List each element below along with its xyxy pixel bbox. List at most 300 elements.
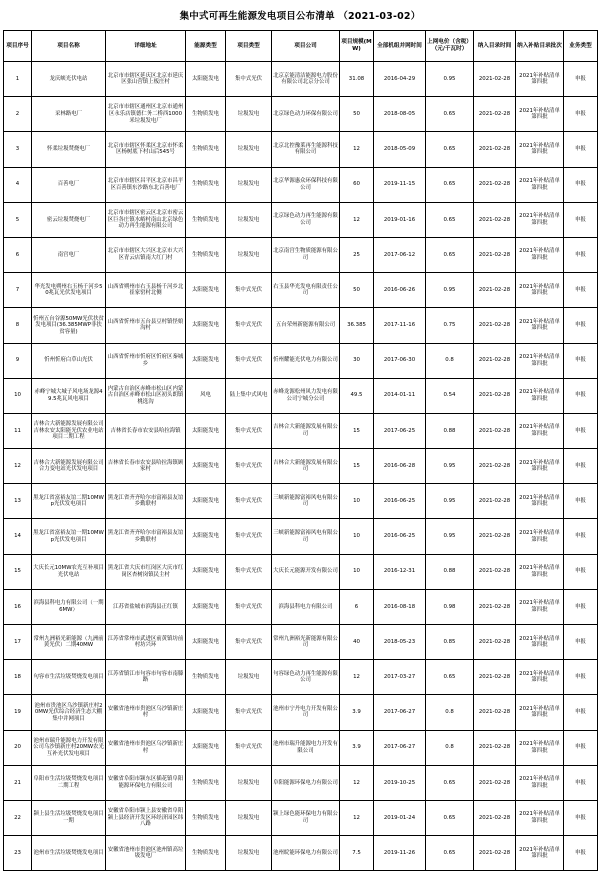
cell-project-name: 龙庆峡光伏电站 — [32, 62, 106, 97]
cell-index: 17 — [4, 625, 32, 660]
cell-energy-type: 生物质发电 — [186, 202, 226, 237]
cell-catalog-date: 2021-02-28 — [474, 625, 516, 660]
cell-capacity: 40 — [340, 625, 374, 660]
cell-business-type: 申报 — [564, 343, 598, 378]
table-row — [4, 202, 598, 237]
cell-index: 13 — [4, 484, 32, 519]
cell-energy-type: 太阳能发电 — [186, 625, 226, 660]
cell-catalog-date: 2021-02-28 — [474, 554, 516, 589]
cell-energy-type: 生物质发电 — [186, 132, 226, 167]
cell-capacity: 6 — [340, 589, 374, 624]
column-header: 项目规模(MW) — [340, 31, 374, 62]
cell-business-type: 申报 — [564, 62, 598, 97]
cell-capacity: 15 — [340, 449, 374, 484]
cell-capacity: 3.9 — [340, 730, 374, 765]
cell-catalog-date: 2021-02-28 — [474, 519, 516, 554]
cell-grid-date: 2017-03-27 — [374, 660, 426, 695]
cell-energy-type: 太阳能发电 — [186, 413, 226, 448]
cell-energy-type: 太阳能发电 — [186, 589, 226, 624]
cell-business-type: 申报 — [564, 554, 598, 589]
cell-index: 5 — [4, 202, 32, 237]
cell-company: 三峡新能源富裕风电有限公司 — [272, 484, 340, 519]
cell-project-type: 集中式光伏 — [226, 554, 272, 589]
cell-business-type: 申报 — [564, 202, 598, 237]
cell-company: 北京华源惠众环保科技有限公司 — [272, 167, 340, 202]
cell-company: 颍上绿色能环保电力有限公司 — [272, 800, 340, 835]
cell-company: 北京绿色动力再生能源有限公司 — [272, 202, 340, 237]
cell-catalog-date: 2021-02-28 — [474, 62, 516, 97]
cell-catalog-date: 2021-02-28 — [474, 660, 516, 695]
cell-catalog-date: 2021-02-28 — [474, 449, 516, 484]
cell-index: 16 — [4, 589, 32, 624]
cell-project-type: 垃圾发电 — [226, 765, 272, 800]
cell-company: 赤峰龙源松州风力发电有限公司宁城分公司 — [272, 378, 340, 413]
cell-project-name: 忻州忻府白草山光伏 — [32, 343, 106, 378]
cell-grid-date: 2016-12-31 — [374, 554, 426, 589]
cell-batch: 2021年补贴清单第四批 — [516, 449, 564, 484]
cell-batch: 2021年补贴清单第四批 — [516, 132, 564, 167]
cell-energy-type: 生物质发电 — [186, 836, 226, 871]
cell-address: 北京市市辖区密云区北京市密云区巨各庄镇水峪村南山北京绿色动力再生能源有限公司 — [106, 202, 186, 237]
cell-index: 2 — [4, 97, 32, 132]
cell-grid-date: 2016-06-25 — [374, 519, 426, 554]
cell-project-type: 垃圾发电 — [226, 202, 272, 237]
table-row — [4, 836, 598, 871]
project-table — [3, 30, 598, 871]
cell-grid-date: 2017-06-25 — [374, 413, 426, 448]
cell-address: 吉林省长春市农安县哈拉海镇 — [106, 413, 186, 448]
cell-price: 0.8 — [426, 695, 474, 730]
cell-business-type: 申报 — [564, 484, 598, 519]
cell-capacity: 10 — [340, 554, 374, 589]
cell-business-type: 申报 — [564, 765, 598, 800]
cell-batch: 2021年补贴清单第四批 — [516, 167, 564, 202]
cell-grid-date: 2016-06-28 — [374, 449, 426, 484]
cell-energy-type: 生物质发电 — [186, 800, 226, 835]
cell-grid-date: 2019-11-15 — [374, 167, 426, 202]
cell-batch: 2021年补贴清单第四批 — [516, 519, 564, 554]
cell-company: 句容绿色动力再生能源有限公司 — [272, 660, 340, 695]
cell-price: 0.65 — [426, 660, 474, 695]
column-header: 项目序号 — [4, 31, 32, 62]
cell-price: 0.88 — [426, 554, 474, 589]
cell-address: 北京市市辖区延庆区北京市延庆区张山营镇上板庄村 — [106, 62, 186, 97]
cell-address: 安徽省池州市贵池区乌沙镇新庄村 — [106, 695, 186, 730]
cell-energy-type: 生物质发电 — [186, 765, 226, 800]
table-row — [4, 730, 598, 765]
cell-company: 池州市瑞升能源电力开发有限公司 — [272, 730, 340, 765]
column-header: 上网电价（含税）（元/千瓦时） — [426, 31, 474, 62]
cell-address: 江苏省镇江市句容市句容市南滕路 — [106, 660, 186, 695]
cell-capacity: 12 — [340, 800, 374, 835]
cell-catalog-date: 2021-02-28 — [474, 273, 516, 308]
cell-capacity: 10 — [340, 484, 374, 519]
cell-project-type: 陆上集中式风电 — [226, 378, 272, 413]
cell-address: 黑龙江省齐齐哈尔市富裕县友谊乡勤联村 — [106, 484, 186, 519]
cell-index: 14 — [4, 519, 32, 554]
cell-business-type: 申报 — [564, 237, 598, 272]
cell-project-type: 垃圾发电 — [226, 836, 272, 871]
cell-index: 1 — [4, 62, 32, 97]
cell-address: 北京市市辖区大兴区北京市大兴区青云店镇南大红门村 — [106, 237, 186, 272]
cell-project-type: 集中式光伏 — [226, 625, 272, 660]
cell-energy-type: 风电 — [186, 378, 226, 413]
cell-index: 22 — [4, 800, 32, 835]
cell-project-name: 吉林合大新能源发展有限公司吉林农安太阳能光伏农业电站项目二期工程 — [32, 413, 106, 448]
cell-project-name: 采林路电厂 — [32, 97, 106, 132]
cell-catalog-date: 2021-02-28 — [474, 836, 516, 871]
cell-batch: 2021年补贴清单第四批 — [516, 800, 564, 835]
cell-batch: 2021年补贴清单第四批 — [516, 589, 564, 624]
cell-batch: 2021年补贴清单第四批 — [516, 343, 564, 378]
cell-business-type: 申报 — [564, 836, 598, 871]
cell-project-name: 赤峰宁城大城子风电场龙源49.5兆瓦风电项目 — [32, 378, 106, 413]
column-header: 纳入目录时间 — [474, 31, 516, 62]
cell-batch: 2021年补贴清单第四批 — [516, 273, 564, 308]
cell-index: 15 — [4, 554, 32, 589]
cell-index: 3 — [4, 132, 32, 167]
cell-batch: 2021年补贴清单第四批 — [516, 308, 564, 343]
cell-capacity: 12 — [340, 765, 374, 800]
cell-capacity: 12 — [340, 132, 374, 167]
cell-index: 18 — [4, 660, 32, 695]
cell-catalog-date: 2021-02-28 — [474, 237, 516, 272]
cell-company: 池州皖能环保电力有限公司 — [272, 836, 340, 871]
cell-price: 0.65 — [426, 167, 474, 202]
table-body — [4, 62, 598, 871]
cell-business-type: 申报 — [564, 730, 598, 765]
cell-price: 0.65 — [426, 237, 474, 272]
cell-address: 黑龙江省齐齐哈尔市富裕县友谊乡勤联村 — [106, 519, 186, 554]
cell-address: 黑龙江省大庆市红岗区大庆市红岗区杏树岗镇民主村 — [106, 554, 186, 589]
cell-company: 北京北控豫莱再生能源科技有限公司 — [272, 132, 340, 167]
cell-company: 常州九洲裕光新能源有限公司 — [272, 625, 340, 660]
cell-grid-date: 2019-01-24 — [374, 800, 426, 835]
cell-project-name: 华光发电朔州右玉杨千河乡50兆瓦光伏发电项目 — [32, 273, 106, 308]
cell-price: 0.95 — [426, 273, 474, 308]
cell-project-name: 大庆长元10MW农光互补项目光伏电站 — [32, 554, 106, 589]
cell-project-name: 颍上县生活垃圾焚烧发电项目一期 — [32, 800, 106, 835]
cell-business-type: 申报 — [564, 273, 598, 308]
cell-capacity: 60 — [340, 167, 374, 202]
cell-batch: 2021年补贴清单第四批 — [516, 202, 564, 237]
table-row — [4, 62, 598, 97]
cell-project-type: 集中式光伏 — [226, 589, 272, 624]
cell-energy-type: 太阳能发电 — [186, 730, 226, 765]
cell-company: 右玉县华光发电有限责任公司 — [272, 273, 340, 308]
cell-energy-type: 太阳能发电 — [186, 62, 226, 97]
cell-batch: 2021年补贴清单第四批 — [516, 62, 564, 97]
cell-project-name: 阜阳市生活垃圾焚烧发电项目二期工程 — [32, 765, 106, 800]
cell-business-type: 申报 — [564, 167, 598, 202]
cell-energy-type: 太阳能发电 — [186, 273, 226, 308]
cell-project-type: 集中式光伏 — [226, 343, 272, 378]
table-header-row — [4, 31, 598, 62]
cell-project-name: 黑龙江省富裕友谊二期10MWp光伏发电项目 — [32, 484, 106, 519]
cell-index: 6 — [4, 237, 32, 272]
cell-address: 安徽省池州市贵池区乌沙镇新庄村 — [106, 730, 186, 765]
cell-grid-date: 2018-05-23 — [374, 625, 426, 660]
cell-grid-date: 2017-06-30 — [374, 343, 426, 378]
cell-capacity: 3.9 — [340, 695, 374, 730]
cell-project-name: 黑龙江省富裕友谊一期10MWp光伏发电项目 — [32, 519, 106, 554]
table-row — [4, 625, 598, 660]
cell-business-type: 申报 — [564, 660, 598, 695]
cell-price: 0.65 — [426, 836, 474, 871]
cell-grid-date: 2018-05-09 — [374, 132, 426, 167]
cell-price: 0.88 — [426, 413, 474, 448]
cell-capacity: 12 — [340, 660, 374, 695]
table-row — [4, 97, 598, 132]
cell-address: 山西省朔州市右玉县杨千河乡北崔家窑村北侧 — [106, 273, 186, 308]
table-row — [4, 378, 598, 413]
table-row — [4, 765, 598, 800]
cell-index: 4 — [4, 167, 32, 202]
cell-grid-date: 2016-06-25 — [374, 484, 426, 519]
cell-energy-type: 太阳能发电 — [186, 484, 226, 519]
cell-company: 北京南宫生物质能源有限公司 — [272, 237, 340, 272]
cell-catalog-date: 2021-02-28 — [474, 97, 516, 132]
cell-company: 阜阳能源环保电力有限公司 — [272, 765, 340, 800]
cell-company: 北京绿色动力环保有限公司 — [272, 97, 340, 132]
cell-business-type: 申报 — [564, 800, 598, 835]
cell-address: 安徽省阜阳市颍上县安徽省阜阳颍上县经济开发区环经济园区纬八路 — [106, 800, 186, 835]
cell-project-type: 集中式光伏 — [226, 449, 272, 484]
cell-price: 0.8 — [426, 730, 474, 765]
cell-batch: 2021年补贴清单第四批 — [516, 730, 564, 765]
cell-project-type: 集中式光伏 — [226, 413, 272, 448]
cell-batch: 2021年补贴清单第四批 — [516, 97, 564, 132]
cell-company: 北京京能清洁能源电力股份有限公司北京分公司 — [272, 62, 340, 97]
cell-project-type: 垃圾发电 — [226, 660, 272, 695]
cell-price: 0.95 — [426, 484, 474, 519]
cell-grid-date: 2017-06-27 — [374, 730, 426, 765]
table-row — [4, 273, 598, 308]
cell-price: 0.95 — [426, 449, 474, 484]
cell-price: 0.98 — [426, 589, 474, 624]
cell-project-name: 密云垃圾焚烧电厂 — [32, 202, 106, 237]
cell-grid-date: 2019-10-25 — [374, 765, 426, 800]
document-title: 集中式可再生能源发电项目公布清单 （2021-03-02） — [179, 11, 421, 22]
cell-project-type: 垃圾发电 — [226, 167, 272, 202]
cell-business-type: 申报 — [564, 97, 598, 132]
cell-batch: 2021年补贴清单第四批 — [516, 836, 564, 871]
cell-address: 安徽省池州市贵池区池州镇高垃圾发电厂 — [106, 836, 186, 871]
cell-capacity: 7.5 — [340, 836, 374, 871]
cell-batch: 2021年补贴清单第四批 — [516, 660, 564, 695]
cell-address: 北京市市辖区通州区北京市通州区永乐店镇德仁务二桥西1000米垃圾发电厂 — [106, 97, 186, 132]
cell-batch: 2021年补贴清单第四批 — [516, 484, 564, 519]
cell-price: 0.95 — [426, 519, 474, 554]
cell-grid-date: 2016-06-26 — [374, 273, 426, 308]
cell-grid-date: 2017-06-27 — [374, 695, 426, 730]
cell-grid-date: 2018-08-05 — [374, 97, 426, 132]
cell-catalog-date: 2021-02-28 — [474, 484, 516, 519]
cell-catalog-date: 2021-02-28 — [474, 378, 516, 413]
cell-project-name: 忻州五台谷源50MW光伏扶贫发电项目(36.385MWP非扶贫容量) — [32, 308, 106, 343]
cell-index: 19 — [4, 695, 32, 730]
column-header: 项目公司 — [272, 31, 340, 62]
cell-energy-type: 太阳能发电 — [186, 519, 226, 554]
cell-catalog-date: 2021-02-28 — [474, 800, 516, 835]
cell-address: 吉林省长春市农安县哈拉海镇顾家村 — [106, 449, 186, 484]
cell-company: 滨海县科电力有限公司 — [272, 589, 340, 624]
cell-project-type: 集中式光伏 — [226, 62, 272, 97]
cell-business-type: 申报 — [564, 308, 598, 343]
cell-business-type: 申报 — [564, 695, 598, 730]
column-header: 全部机组并网时间 — [374, 31, 426, 62]
cell-energy-type: 太阳能发电 — [186, 695, 226, 730]
column-header: 项目名称 — [32, 31, 106, 62]
table-row — [4, 519, 598, 554]
cell-capacity: 50 — [340, 273, 374, 308]
cell-batch: 2021年补贴清单第四批 — [516, 695, 564, 730]
cell-batch: 2021年补贴清单第四批 — [516, 765, 564, 800]
cell-catalog-date: 2021-02-28 — [474, 765, 516, 800]
cell-address: 北京市市辖区怀柔区北京市怀柔区杨树底下村山后545号 — [106, 132, 186, 167]
cell-business-type: 申报 — [564, 589, 598, 624]
cell-grid-date: 2016-08-18 — [374, 589, 426, 624]
cell-catalog-date: 2021-02-28 — [474, 132, 516, 167]
cell-price: 0.65 — [426, 202, 474, 237]
cell-price: 0.54 — [426, 378, 474, 413]
cell-index: 10 — [4, 378, 32, 413]
table-row — [4, 695, 598, 730]
cell-company: 大庆长元能源开发有限公司 — [272, 554, 340, 589]
cell-business-type: 申报 — [564, 625, 598, 660]
cell-project-type: 集中式光伏 — [226, 273, 272, 308]
cell-project-type: 垃圾发电 — [226, 237, 272, 272]
cell-price: 0.65 — [426, 800, 474, 835]
column-header: 详细地址 — [106, 31, 186, 62]
cell-business-type: 申报 — [564, 519, 598, 554]
cell-price: 0.75 — [426, 308, 474, 343]
cell-company: 池州市宁丹电力开发有限公司 — [272, 695, 340, 730]
cell-capacity: 10 — [340, 519, 374, 554]
cell-energy-type: 生物质发电 — [186, 97, 226, 132]
table-row — [4, 413, 598, 448]
cell-batch: 2021年补贴清单第四批 — [516, 237, 564, 272]
cell-project-type: 集中式光伏 — [226, 730, 272, 765]
table-row — [4, 449, 598, 484]
cell-grid-date: 2017-06-12 — [374, 237, 426, 272]
cell-grid-date: 2016-04-29 — [374, 62, 426, 97]
cell-project-name: 怀柔垃圾焚烧电厂 — [32, 132, 106, 167]
cell-catalog-date: 2021-02-28 — [474, 167, 516, 202]
cell-address: 山西省忻州市忻府区忻府区秦城乡 — [106, 343, 186, 378]
cell-project-name: 句容市生活垃圾焚烧发电项目 — [32, 660, 106, 695]
cell-capacity: 36.385 — [340, 308, 374, 343]
cell-project-name: 百善电厂 — [32, 167, 106, 202]
column-header: 业务类型 — [564, 31, 598, 62]
cell-grid-date: 2014-01-11 — [374, 378, 426, 413]
column-header: 项目类型 — [226, 31, 272, 62]
cell-address: 山西省忻州市五台县豆村镇怪娘沟村 — [106, 308, 186, 343]
cell-energy-type: 生物质发电 — [186, 167, 226, 202]
cell-address: 内蒙古自治区赤峰市松山区内蒙古自治区赤峰市松山区初头朗镇桃选沟 — [106, 378, 186, 413]
cell-index: 23 — [4, 836, 32, 871]
cell-business-type: 申报 — [564, 378, 598, 413]
cell-batch: 2021年补贴清单第四批 — [516, 625, 564, 660]
cell-project-name: 池州市贵池区乌沙镇新庄村20MW光伏综合经济生态大棚集中并网项目 — [32, 695, 106, 730]
cell-project-type: 集中式光伏 — [226, 484, 272, 519]
column-header: 能源类型 — [186, 31, 226, 62]
cell-energy-type: 生物质发电 — [186, 237, 226, 272]
table-row — [4, 660, 598, 695]
cell-address: 安徽省阜阳市颍东区插花镇阜阳能源环保电力有限公司 — [106, 765, 186, 800]
cell-project-type: 垃圾发电 — [226, 97, 272, 132]
cell-capacity: 12 — [340, 202, 374, 237]
cell-project-name: 池州市生活垃圾焚烧发电项目 — [32, 836, 106, 871]
column-header: 纳入补贴目录批次 — [516, 31, 564, 62]
cell-price: 0.8 — [426, 343, 474, 378]
cell-energy-type: 太阳能发电 — [186, 308, 226, 343]
cell-batch: 2021年补贴清单第四批 — [516, 413, 564, 448]
cell-company: 吉林合大新能源发展有限公司 — [272, 449, 340, 484]
cell-address: 江苏省常州市武进区前黄镇坊前村坊兴环 — [106, 625, 186, 660]
cell-company: 三峡新能源富裕风电有限公司 — [272, 519, 340, 554]
cell-project-name: 池州市瑞升能源电力开发有限公司乌沙镇新庄村20MW农光互补光伏发电项目 — [32, 730, 106, 765]
cell-project-type: 垃圾发电 — [226, 800, 272, 835]
cell-index: 9 — [4, 343, 32, 378]
cell-catalog-date: 2021-02-28 — [474, 202, 516, 237]
cell-project-type: 垃圾发电 — [226, 132, 272, 167]
cell-project-name: 滨海县科电力有限公司（一期6MW） — [32, 589, 106, 624]
table-row — [4, 308, 598, 343]
cell-batch: 2021年补贴清单第四批 — [516, 378, 564, 413]
cell-capacity: 15 — [340, 413, 374, 448]
cell-price: 0.65 — [426, 97, 474, 132]
cell-grid-date: 2017-11-16 — [374, 308, 426, 343]
cell-project-name: 常州九洲裕光新能源（九洲前黄光伏）二期40MW — [32, 625, 106, 660]
table-row — [4, 554, 598, 589]
cell-index: 20 — [4, 730, 32, 765]
cell-business-type: 申报 — [564, 413, 598, 448]
cell-capacity: 49.5 — [340, 378, 374, 413]
cell-catalog-date: 2021-02-28 — [474, 343, 516, 378]
cell-energy-type: 太阳能发电 — [186, 449, 226, 484]
table-row — [4, 589, 598, 624]
cell-company: 忻州耀能光伏电力有限公司 — [272, 343, 340, 378]
cell-price: 0.65 — [426, 765, 474, 800]
cell-company: 吉林合大新能源发展有限公司 — [272, 413, 340, 448]
cell-project-type: 集中式光伏 — [226, 519, 272, 554]
cell-capacity: 31.08 — [340, 62, 374, 97]
cell-price: 0.95 — [426, 62, 474, 97]
cell-project-name: 吉林合大新能源发展有限公司合力变电站光伏发电项目 — [32, 449, 106, 484]
cell-index: 8 — [4, 308, 32, 343]
cell-index: 21 — [4, 765, 32, 800]
cell-business-type: 申报 — [564, 132, 598, 167]
table-row — [4, 484, 598, 519]
cell-project-name: 南宫电厂 — [32, 237, 106, 272]
cell-grid-date: 2019-01-16 — [374, 202, 426, 237]
cell-grid-date: 2019-11-26 — [374, 836, 426, 871]
table-row — [4, 343, 598, 378]
table-row — [4, 237, 598, 272]
cell-catalog-date: 2021-02-28 — [474, 589, 516, 624]
cell-batch: 2021年补贴清单第四批 — [516, 554, 564, 589]
cell-index: 12 — [4, 449, 32, 484]
cell-project-type: 集中式光伏 — [226, 695, 272, 730]
cell-price: 0.65 — [426, 132, 474, 167]
cell-index: 11 — [4, 413, 32, 448]
cell-capacity: 25 — [340, 237, 374, 272]
cell-catalog-date: 2021-02-28 — [474, 413, 516, 448]
cell-project-type: 集中式光伏 — [226, 308, 272, 343]
cell-energy-type: 生物质发电 — [186, 660, 226, 695]
cell-capacity: 30 — [340, 343, 374, 378]
